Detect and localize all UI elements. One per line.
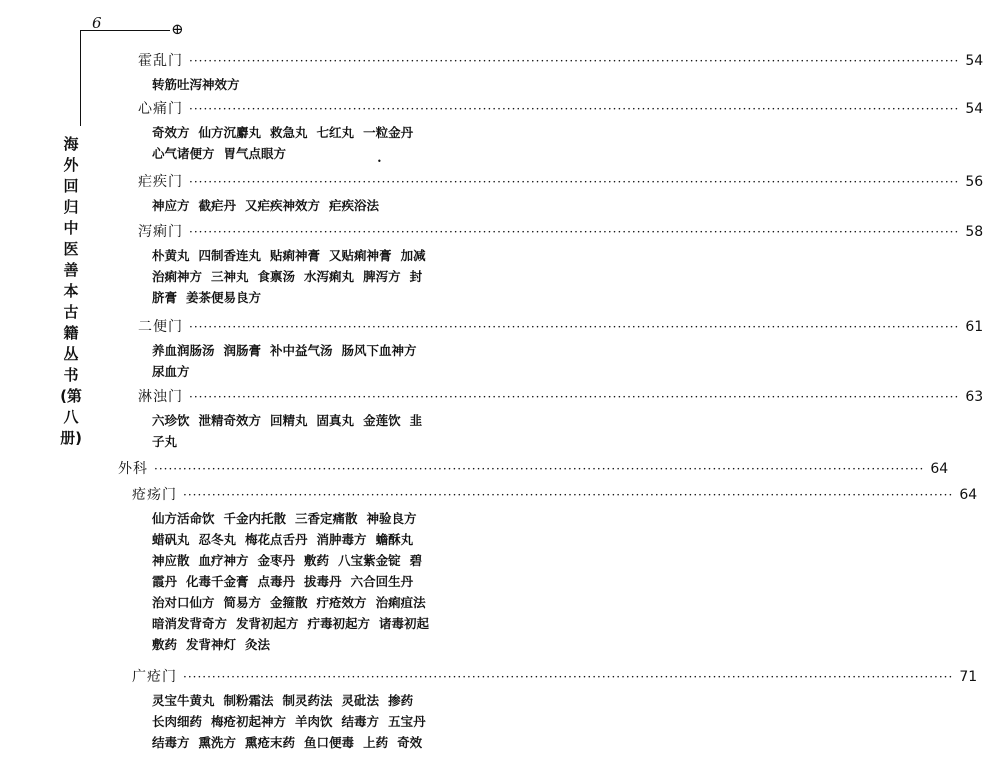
entry-page-number: 61 xyxy=(965,319,983,335)
formula-line xyxy=(152,74,512,95)
entry-label: 外科 xyxy=(118,461,148,477)
formula-item: 润肠膏 xyxy=(223,343,262,358)
formula-item: 忍冬丸 xyxy=(198,532,237,547)
formula-list xyxy=(152,74,512,95)
formula-line xyxy=(152,431,512,452)
formula-item: 朴黄丸 xyxy=(152,248,190,263)
formula-line xyxy=(152,550,512,571)
side-title-char: 海 xyxy=(63,135,79,153)
dot-leader: ································································································································································ xyxy=(189,390,960,404)
page-number: 6 xyxy=(92,14,102,32)
formula-item: 上药 xyxy=(363,735,389,750)
formula-item: 六珍饮 xyxy=(152,413,190,428)
formula-line xyxy=(152,245,512,266)
formula-item: 脐膏 xyxy=(152,290,178,305)
formula-item: 灵宝牛黄丸 xyxy=(152,693,215,708)
formula-list xyxy=(152,410,512,452)
formula-item: 化毒千金膏 xyxy=(186,574,249,589)
formula-item: 蟾酥丸 xyxy=(375,532,414,547)
dot-leader: ································································································································································ xyxy=(154,462,925,476)
toc-entry-6[interactable] xyxy=(138,386,983,406)
formula-item: 泄精奇效方 xyxy=(198,413,262,428)
formula-item: 加减 xyxy=(400,248,426,263)
formula-item: 简易方 xyxy=(223,595,262,610)
entry-page-number: 71 xyxy=(959,669,978,685)
formula-item: 金枣丹 xyxy=(257,553,296,568)
formula-line xyxy=(152,634,512,655)
toc-entry-5[interactable] xyxy=(138,316,983,336)
formula-item: 拔毒丹 xyxy=(304,574,342,589)
toc-subentry-2[interactable] xyxy=(132,666,978,686)
dot-leader: ································································································································································ xyxy=(183,670,954,684)
toc-entry-2[interactable] xyxy=(138,98,983,118)
entry-label: 二便门 xyxy=(138,319,183,335)
formula-item: 疔毒初起方 xyxy=(307,616,371,631)
formula-item: 制灵药法 xyxy=(282,693,333,708)
formula-item: 疔疮效方 xyxy=(316,595,367,610)
dot-leader: ································································································································································ xyxy=(189,225,960,239)
formula-item: 固真丸 xyxy=(316,413,355,428)
entry-label: 广疮门 xyxy=(132,669,177,685)
formula-item: 灵砒法 xyxy=(341,693,380,708)
formula-item: 敷药 xyxy=(304,553,330,568)
formula-list xyxy=(152,195,512,216)
formula-item: 姜茶便易良方 xyxy=(186,290,262,305)
side-title-char: 外 xyxy=(63,156,79,174)
entry-page-number: 58 xyxy=(965,224,983,240)
formula-item: 鱼口便毒 xyxy=(304,735,355,750)
formula-item: 转筋吐泻神效方 xyxy=(152,77,240,92)
stray-dot: • xyxy=(377,157,382,166)
formula-line xyxy=(152,340,512,361)
entry-label: 泻痢门 xyxy=(138,224,183,240)
entry-label: 心痛门 xyxy=(138,101,183,117)
formula-item: 神验良方 xyxy=(366,511,417,526)
formula-item: 子丸 xyxy=(152,434,178,449)
formula-line xyxy=(152,613,512,634)
formula-line xyxy=(152,571,512,592)
formula-item: 又贴痢神膏 xyxy=(329,248,392,263)
formula-list xyxy=(152,508,512,655)
formula-item: 救急丸 xyxy=(270,125,308,140)
formula-item: 脾泻方 xyxy=(363,269,401,284)
toc-entry-4[interactable] xyxy=(138,221,983,241)
formula-item: 碧 xyxy=(409,553,423,568)
formula-item: 掺药 xyxy=(388,693,414,708)
formula-item: 敷药 xyxy=(152,637,178,652)
side-title-char: 古 xyxy=(63,303,79,321)
formula-item: 灸法 xyxy=(245,637,271,652)
formula-item: 心气诸便方 xyxy=(152,146,215,161)
dot-leader: ································································································································································ xyxy=(189,54,960,68)
formula-item: 神应散 xyxy=(152,553,190,568)
dot-leader: ································································································································································ xyxy=(189,175,960,189)
entry-label: 疟疾门 xyxy=(138,174,183,190)
formula-item: 治痢神方 xyxy=(152,269,203,284)
formula-item: 金箍散 xyxy=(270,595,308,610)
formula-item: 霞丹 xyxy=(152,574,178,589)
formula-list xyxy=(152,340,512,382)
dot-leader: ································································································································································ xyxy=(189,102,960,116)
side-title-char: 八 xyxy=(63,408,79,426)
formula-line xyxy=(152,122,512,143)
formula-list xyxy=(152,690,512,753)
side-title-char: 丛 xyxy=(63,345,79,363)
formula-item: 韭 xyxy=(409,413,423,428)
toc-entry-3[interactable] xyxy=(138,171,983,191)
entry-page-number: 54 xyxy=(965,101,983,117)
formula-line xyxy=(152,711,512,732)
formula-item: 制粉霜法 xyxy=(223,693,274,708)
formula-item: 又疟疾神效方 xyxy=(245,198,321,213)
side-title-char: 归 xyxy=(63,198,79,216)
formula-list xyxy=(152,122,512,164)
formula-item: 五宝丹 xyxy=(388,714,426,729)
formula-item: 补中益气汤 xyxy=(270,343,333,358)
formula-item: 消肿毒方 xyxy=(316,532,367,547)
toc-subentry-1[interactable] xyxy=(132,484,978,504)
formula-item: 熏疮末药 xyxy=(245,735,296,750)
formula-item: 羊肉饮 xyxy=(295,714,333,729)
formula-item: 七红丸 xyxy=(316,125,355,140)
formula-line xyxy=(152,143,512,164)
formula-item: 千金内托散 xyxy=(223,511,287,526)
side-title-char: (第 xyxy=(60,387,82,405)
formula-line xyxy=(152,529,512,550)
formula-line xyxy=(152,592,512,613)
formula-item: 蜡矾丸 xyxy=(152,532,190,547)
formula-line xyxy=(152,287,512,308)
side-title-char: 本 xyxy=(63,282,79,300)
formula-item: 仙方活命饮 xyxy=(152,511,215,526)
formula-line xyxy=(152,410,512,431)
formula-line xyxy=(152,508,512,529)
formula-item: 食禀汤 xyxy=(257,269,296,284)
formula-item: 六合回生丹 xyxy=(350,574,414,589)
formula-list xyxy=(152,245,512,308)
entry-page-number: 54 xyxy=(965,53,983,69)
entry-page-number: 56 xyxy=(965,174,983,190)
entry-label: 霍乱门 xyxy=(138,53,183,69)
side-title-char: 册) xyxy=(60,429,82,447)
crosshair-ornament-icon: ⊕ xyxy=(171,20,184,38)
formula-line xyxy=(152,361,512,382)
side-title-char: 书 xyxy=(63,366,79,384)
formula-item: 神应方 xyxy=(152,198,190,213)
formula-item: 回精丸 xyxy=(270,413,308,428)
formula-item: 尿血方 xyxy=(152,364,190,379)
formula-item: 梅疮初起神方 xyxy=(211,714,287,729)
side-title-char: 回 xyxy=(63,177,79,195)
toc-chapter-entry[interactable] xyxy=(118,458,949,478)
toc-entry-1[interactable] xyxy=(138,50,983,70)
formula-item: 三香定痛散 xyxy=(295,511,358,526)
formula-item: 疟疾浴法 xyxy=(329,198,380,213)
formula-item: 奇效 xyxy=(397,735,423,750)
formula-item: 结毒方 xyxy=(341,714,380,729)
entry-page-number: 64 xyxy=(959,487,978,503)
formula-line xyxy=(152,732,512,753)
formula-item: 结毒方 xyxy=(152,735,190,750)
side-title-char: 善 xyxy=(63,261,79,279)
formula-line xyxy=(152,195,512,216)
formula-item: 熏洗方 xyxy=(198,735,237,750)
formula-item: 治痢疽法 xyxy=(375,595,426,610)
side-title-char: 中 xyxy=(63,219,79,237)
formula-item: 封 xyxy=(409,269,423,284)
side-title-char: 籍 xyxy=(63,324,79,342)
formula-item: 肠风下血神方 xyxy=(341,343,417,358)
formula-item: 截疟丹 xyxy=(198,198,237,213)
formula-item: 梅花点舌丹 xyxy=(245,532,308,547)
formula-item: 贴痢神膏 xyxy=(270,248,321,263)
formula-line xyxy=(152,266,512,287)
formula-item: 长肉细药 xyxy=(152,714,203,729)
formula-item: 仙方沉麝丸 xyxy=(198,125,262,140)
formula-item: 八宝紫金锭 xyxy=(338,553,401,568)
formula-item: 血疗神方 xyxy=(198,553,249,568)
formula-item: 胃气点眼方 xyxy=(223,146,287,161)
entry-label: 疮疡门 xyxy=(132,487,177,503)
formula-item: 发背初起方 xyxy=(236,616,299,631)
entry-page-number: 64 xyxy=(930,461,949,477)
formula-item: 暗消发背奇方 xyxy=(152,616,228,631)
formula-item: 治对口仙方 xyxy=(152,595,215,610)
formula-item: 四制香连丸 xyxy=(198,248,262,263)
formula-item: 金莲饮 xyxy=(363,413,401,428)
formula-item: 点毒丹 xyxy=(257,574,296,589)
formula-item: 发背神灯 xyxy=(186,637,237,652)
formula-item: 三神丸 xyxy=(211,269,249,284)
entry-label: 淋浊门 xyxy=(138,389,183,405)
formula-item: 一粒金丹 xyxy=(363,125,414,140)
formula-line xyxy=(152,690,512,711)
entry-page-number: 63 xyxy=(965,389,983,405)
formula-item: 奇效方 xyxy=(152,125,190,140)
formula-item: 水泻痢丸 xyxy=(304,269,355,284)
formula-item: 养血润肠汤 xyxy=(152,343,215,358)
side-title-char: 医 xyxy=(63,240,79,258)
formula-item: 诸毒初起 xyxy=(379,616,430,631)
dot-leader: ································································································································································ xyxy=(183,488,954,502)
dot-leader: ································································································································································ xyxy=(189,320,960,334)
